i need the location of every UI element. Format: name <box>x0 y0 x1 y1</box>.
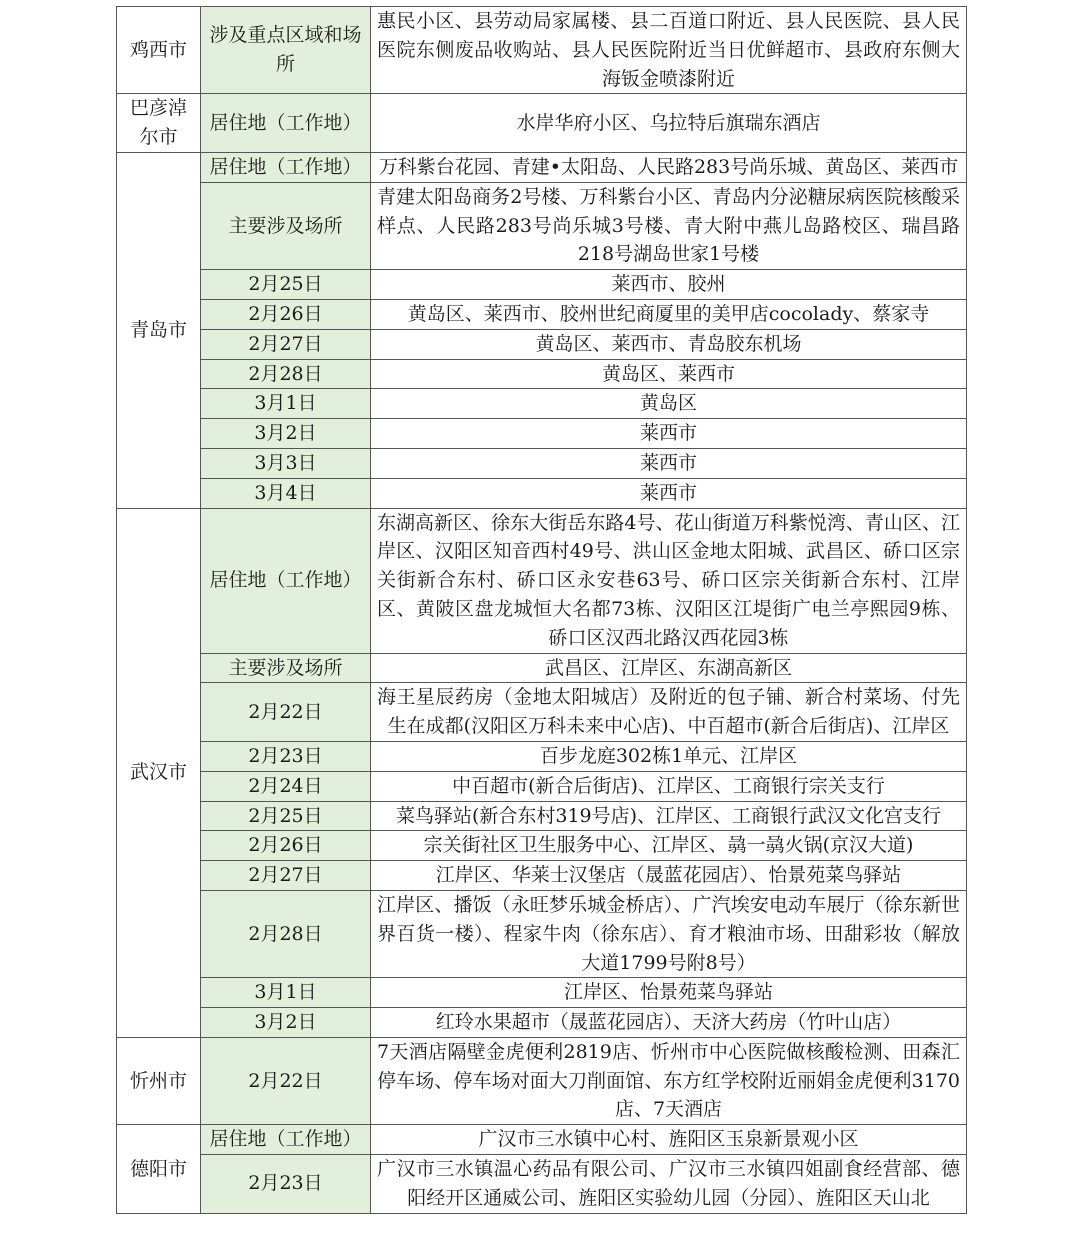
table-row <box>117 478 967 508</box>
affected-areas-table <box>116 6 967 1214</box>
label-cell: 涉及重点区域和场所 <box>201 7 371 94</box>
city-cell-xinzhou: 忻州市 <box>117 1037 201 1124</box>
content-cell: 万科紫台花园、青建•太阳岛、人民路283号尚乐城、黄岛区、莱西市 <box>371 152 967 182</box>
date-cell: 2月25日 <box>201 801 371 831</box>
content-cell: 东湖高新区、徐东大街岳东路4号、花山街道万科紫悦湾、青山区、江岸区、汉阳区知音西村49号、洪山区金地太阳城、武昌区、硚口区宗关街新合东村、硚口区永安巷63号、硚口区宗关街新合东村、江岸区、黄陂区盘龙城恒大名都73栋、汉阳区江堤街广电兰亭熙园9栋、硚口区汉西北路汉西花园3栋 <box>371 508 967 653</box>
date-cell: 2月25日 <box>201 270 371 300</box>
content-cell: 黄岛区 <box>371 389 967 419</box>
table-row <box>117 7 967 94</box>
content-cell: 莱西市 <box>371 419 967 449</box>
content-cell: 中百超市(新合后街店)、江岸区、工商银行宗关支行 <box>371 771 967 801</box>
content-cell: 广汉市三水镇中心村、旌阳区玉泉新景观小区 <box>371 1125 967 1155</box>
table-row <box>117 1125 967 1155</box>
table-row <box>117 741 967 771</box>
content-cell: 黄岛区、莱西市、胶州世纪商厦里的美甲店cocolady、蔡家寺 <box>371 299 967 329</box>
city-cell-wuhan: 武汉市 <box>117 508 201 1037</box>
table-row <box>117 419 967 449</box>
date-cell: 3月2日 <box>201 419 371 449</box>
date-cell: 2月26日 <box>201 299 371 329</box>
table-row <box>117 299 967 329</box>
content-cell: 江岸区、华莱士汉堡店（晟蓝花园店）、怡景苑菜鸟驿站 <box>371 861 967 891</box>
content-cell: 黄岛区、莱西市 <box>371 359 967 389</box>
content-cell: 惠民小区、县劳动局家属楼、县二百道口附近、县人民医院、县人民医院东侧废品收购站、县人民医院附近当日优鲜超市、县政府东侧大海钣金喷漆附近 <box>371 7 967 94</box>
table-row <box>117 683 967 742</box>
date-cell: 2月22日 <box>201 1037 371 1124</box>
content-cell: 宗关街社区卫生服务中心、江岸区、骉一骉火锅(京汉大道) <box>371 831 967 861</box>
label-cell: 居住地（工作地） <box>201 94 371 153</box>
table-row <box>117 182 967 269</box>
content-cell: 百步龙庭302栋1单元、江岸区 <box>371 741 967 771</box>
table-row <box>117 270 967 300</box>
table-row <box>117 801 967 831</box>
city-cell-jixi: 鸡西市 <box>117 7 201 94</box>
content-cell: 黄岛区、莱西市、青岛胶东机场 <box>371 329 967 359</box>
label-cell: 主要涉及场所 <box>201 653 371 683</box>
table-row <box>117 1037 967 1124</box>
table-row <box>117 861 967 891</box>
label-cell: 居住地（工作地） <box>201 152 371 182</box>
table-row <box>117 1008 967 1038</box>
content-cell: 江岸区、播饭（永旺梦乐城金桥店）、广汽埃安电动车展厅（徐东新世界百货一楼）、程家牛肉（徐东店）、育才粮油市场、田甜彩妆（解放大道1799号附8号） <box>371 890 967 977</box>
table-row <box>117 978 967 1008</box>
content-cell: 海王星辰药房（金地太阳城店）及附近的包子铺、新合村菜场、付先生在成都(汉阳区万科未来中心店)、中百超市(新合后街店)、江岸区 <box>371 683 967 742</box>
table-row <box>117 152 967 182</box>
date-cell: 3月3日 <box>201 448 371 478</box>
city-cell-qingdao: 青岛市 <box>117 152 201 508</box>
content-cell: 武昌区、江岸区、东湖高新区 <box>371 653 967 683</box>
content-cell: 莱西市 <box>371 448 967 478</box>
table-row <box>117 329 967 359</box>
date-cell: 2月23日 <box>201 741 371 771</box>
label-cell: 居住地（工作地） <box>201 508 371 653</box>
table-row <box>117 653 967 683</box>
table-row <box>117 771 967 801</box>
content-cell: 青建太阳岛商务2号楼、万科紫台小区、青岛内分泌糖尿病医院核酸采样点、人民路283号尚乐城3号楼、青大附中燕儿岛路校区、瑞昌路218号湖岛世家1号楼 <box>371 182 967 269</box>
table-row <box>117 448 967 478</box>
label-cell: 主要涉及场所 <box>201 182 371 269</box>
content-cell: 江岸区、怡景苑菜鸟驿站 <box>371 978 967 1008</box>
date-cell: 3月1日 <box>201 978 371 1008</box>
date-cell: 2月23日 <box>201 1155 371 1214</box>
table-row <box>117 359 967 389</box>
table-row <box>117 389 967 419</box>
date-cell: 3月1日 <box>201 389 371 419</box>
content-cell: 莱西市 <box>371 478 967 508</box>
content-cell: 红玲水果超市（晟蓝花园店）、天济大药房（竹叶山店） <box>371 1008 967 1038</box>
content-cell: 莱西市、胶州 <box>371 270 967 300</box>
content-cell: 菜鸟驿站(新合东村319号店)、江岸区、工商银行武汉文化宫支行 <box>371 801 967 831</box>
date-cell: 2月28日 <box>201 359 371 389</box>
date-cell: 2月28日 <box>201 890 371 977</box>
content-cell: 广汉市三水镇温心药品有限公司、广汉市三水镇四姐副食经营部、德阳经开区通威公司、旌阳区实验幼儿园（分园）、旌阳区天山北 <box>371 1155 967 1214</box>
table-row <box>117 890 967 977</box>
table-row <box>117 1155 967 1214</box>
date-cell: 2月27日 <box>201 861 371 891</box>
table-row <box>117 94 967 153</box>
date-cell: 2月27日 <box>201 329 371 359</box>
date-cell: 3月4日 <box>201 478 371 508</box>
city-cell-bayannur: 巴彦淖尔市 <box>117 94 201 153</box>
date-cell: 3月2日 <box>201 1008 371 1038</box>
content-cell: 7天酒店隔壁金虎便利2819店、忻州市中心医院做核酸检测、田森汇停车场、停车场对面大刀削面馆、东方红学校附近丽娟金虎便利3170店、7天酒店 <box>371 1037 967 1124</box>
content-cell: 水岸华府小区、乌拉特后旗瑞东酒店 <box>371 94 967 153</box>
table-row <box>117 831 967 861</box>
table-row <box>117 508 967 653</box>
label-cell: 居住地（工作地） <box>201 1125 371 1155</box>
date-cell: 2月24日 <box>201 771 371 801</box>
city-cell-deyang: 德阳市 <box>117 1125 201 1213</box>
date-cell: 2月26日 <box>201 831 371 861</box>
date-cell: 2月22日 <box>201 683 371 742</box>
